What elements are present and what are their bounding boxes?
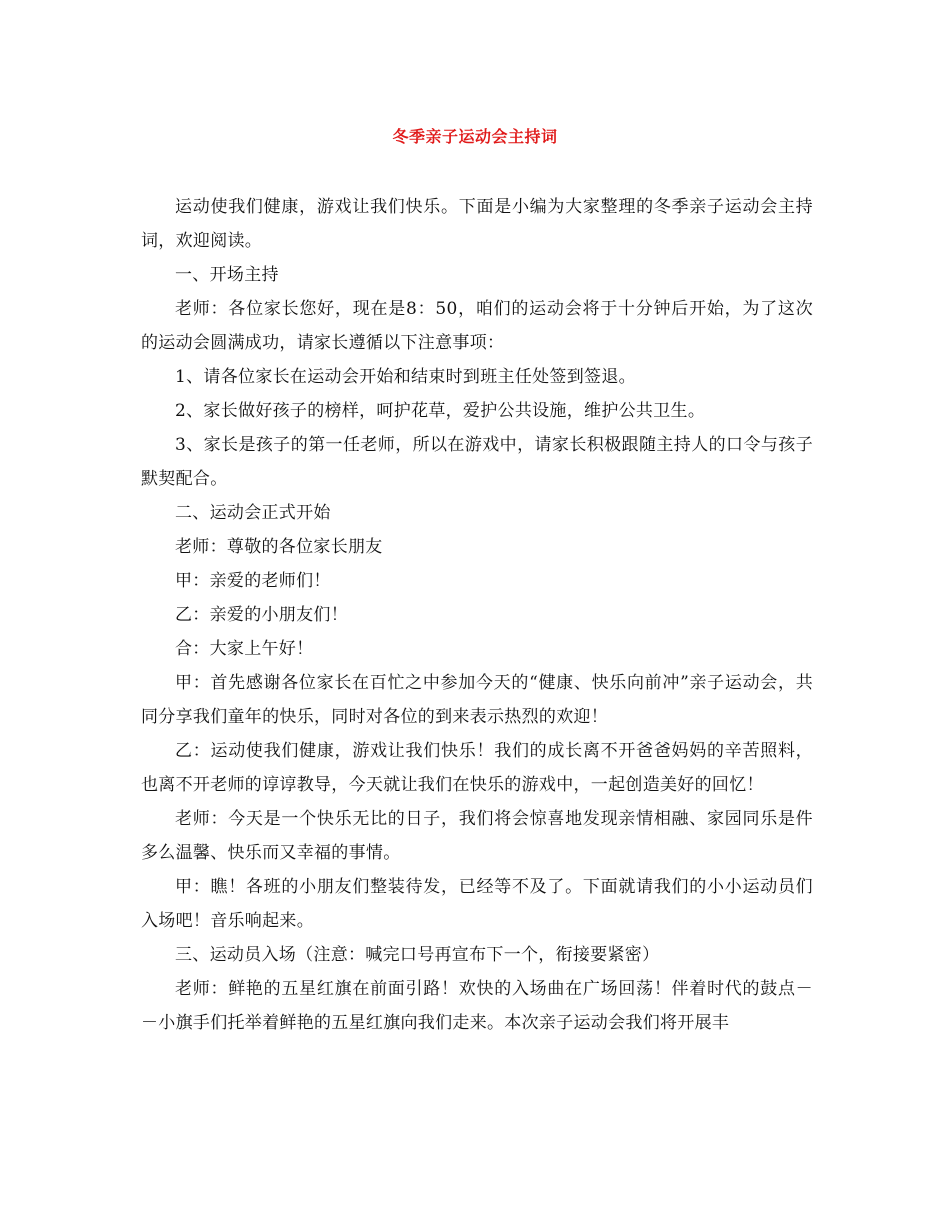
dialogue-line: 甲：瞧！各班的小朋友们整装待发，已经等不及了。下面就请我们的小小运动员们入场吧！音乐响起来。 xyxy=(141,877,813,931)
list-item-notice-3: 3、家长是孩子的第一任老师，所以在游戏中，请家长积极跟随主持人的口令与孩子默契配合。 xyxy=(141,435,813,489)
list-item-notice-2: 2、家长做好孩子的榜样，呵护花草，爱护公共设施，维护公共卫生。 xyxy=(175,401,706,421)
dialogue-line: 合：大家上午好！ xyxy=(175,639,314,659)
dialogue-line: 甲：亲爱的老师们！ xyxy=(175,571,331,591)
dialogue-line: 老师：今天是一个快乐无比的日子，我们将会惊喜地发现亲情相融、家园同乐是件多么温馨、快乐而又幸福的事情。 xyxy=(141,809,813,863)
document-body xyxy=(141,190,813,1040)
dialogue-line: 乙：运动使我们健康，游戏让我们快乐！我们的成长离不开爸爸妈妈的辛苦照料，也离不开老师的谆谆教导，今天就让我们在快乐的游戏中，一起创造美好的回忆！ xyxy=(141,741,813,795)
dialogue-line: 老师：尊敬的各位家长朋友 xyxy=(175,537,383,557)
section-heading-official-start: 二、运动会正式开始 xyxy=(175,503,331,523)
section-heading-opening: 一、开场主持 xyxy=(175,265,279,285)
dialogue-line: 乙：亲爱的小朋友们！ xyxy=(175,605,348,625)
section-heading-athletes-entry: 三、运动员入场（注意：喊完口号再宣布下一个，衔接要紧密） xyxy=(175,945,660,965)
list-item-notice-1: 1、请各位家长在运动会开始和结束时到班主任处签到签退。 xyxy=(175,367,636,387)
document-title: 冬季亲子运动会主持词 xyxy=(392,127,558,146)
paragraph-intro: 运动使我们健康，游戏让我们快乐。下面是小编为大家整理的冬季亲子运动会主持词，欢迎阅读。 xyxy=(141,197,813,251)
paragraph-teacher-greeting: 老师：各位家长您好，现在是8：50，咱们的运动会将于十分钟后开始，为了这次的运动会圆满成功，请家长遵循以下注意事项： xyxy=(141,299,813,353)
dialogue-line: 老师：鲜艳的五星红旗在前面引路！欢快的入场曲在广场回荡！伴着时代的鼓点－－小旗手们托举着鲜艳的五星红旗向我们走来。本次亲子运动会我们将开展丰 xyxy=(141,979,813,1033)
dialogue-line: 甲：首先感谢各位家长在百忙之中参加今天的“健康、快乐向前冲”亲子运动会，共同分享我们童年的快乐，同时对各位的到来表示热烈的欢迎！ xyxy=(141,673,813,727)
